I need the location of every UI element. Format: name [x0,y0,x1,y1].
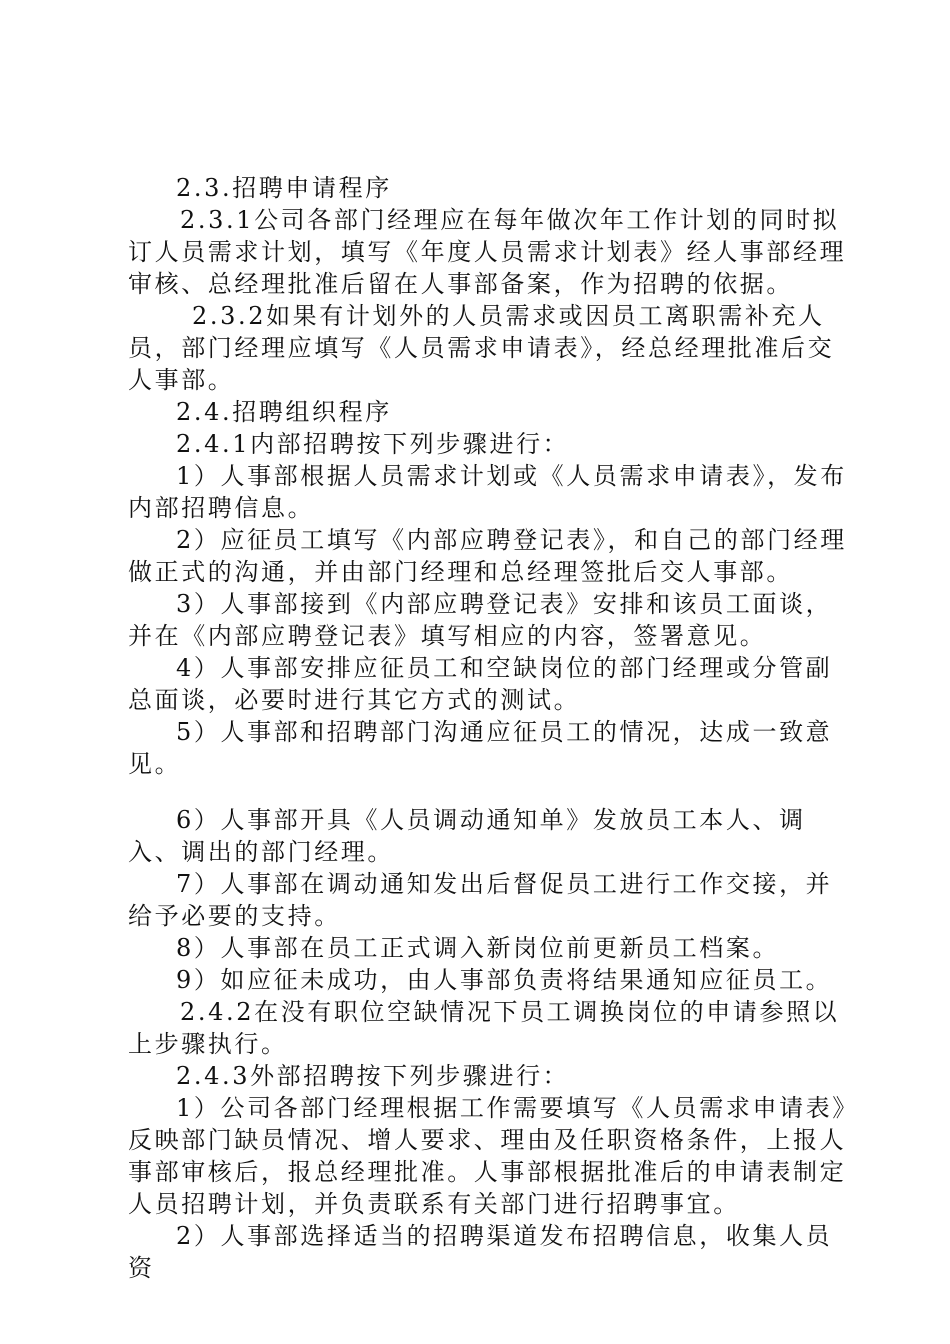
paragraph-2-4-3: 2.4.3外部招聘按下列步骤进行： [176,1062,570,1090]
section-heading-2-4: 2.4.招聘组织程序 [176,398,392,426]
list-item-internal-1: 1）人事部根据人员需求计划或《人员需求申请表》，发布内部招聘信息。 [128,462,847,522]
list-item-internal-7: 7）人事部在调动通知发出后督促员工进行工作交接，并给予必要的支持。 [128,870,833,930]
paragraph-2-4-1: 2.4.1内部招聘按下列步骤进行： [176,430,570,458]
paragraph-2-3-2: 2.3.2如果有计划外的人员需求或因员工离职需补充人员，部门经理应填写《人员需求申请表》，经总经理批准后交人事部。 [128,302,835,394]
list-item-external-1: 1）公司各部门经理根据工作需要填写《人员需求申请表》反映部门缺员情况、增人要求、理由及任职资格条件，上报人事部审核后，报总经理批准。人事部根据批准后的申请表制定人员招聘计划，并负责联系有关部门进行招聘事宜。 [128,1094,847,1218]
list-item-internal-3: 3）人事部接到《内部应聘登记表》安排和该员工面谈，并在《内部应聘登记表》填写相应的内容，签署意见。 [128,590,833,650]
list-item-internal-5: 5）人事部和招聘部门沟通应征员工的情况，达成一致意见。 [128,718,833,778]
paragraph-2-3-1: 2.3.1公司各部门经理应在每年做次年工作计划的同时拟订人员需求计划，填写《年度人员需求计划表》经人事部经理审核、总经理批准后留在人事部备案，作为招聘的依据。 [128,206,847,298]
list-item-internal-4: 4）人事部安排应征员工和空缺岗位的部门经理或分管副总面谈，必要时进行其它方式的测试。 [128,654,833,714]
list-item-external-2: 2）人事部选择适当的招聘渠道发布招聘信息，收集人员资 [128,1222,833,1282]
document-body [128,172,848,1284]
paragraph-2-4-2: 2.4.2在没有职位空缺情况下员工调换岗位的申请参照以上步骤执行。 [128,998,840,1058]
list-item-internal-6: 6）人事部开具《人员调动通知单》发放员工本人、调入、调出的部门经理。 [128,806,806,866]
list-item-internal-2: 2）应征员工填写《内部应聘登记表》，和自己的部门经理做正式的沟通，并由部门经理和总经理签批后交人事部。 [128,526,847,586]
list-item-internal-8: 8）人事部在员工正式调入新岗位前更新员工档案。 [176,934,780,962]
section-heading-2-3: 2.3.招聘申请程序 [176,174,392,202]
list-item-internal-9: 9）如应征未成功，由人事部负责将结果通知应征员工。 [176,966,833,994]
